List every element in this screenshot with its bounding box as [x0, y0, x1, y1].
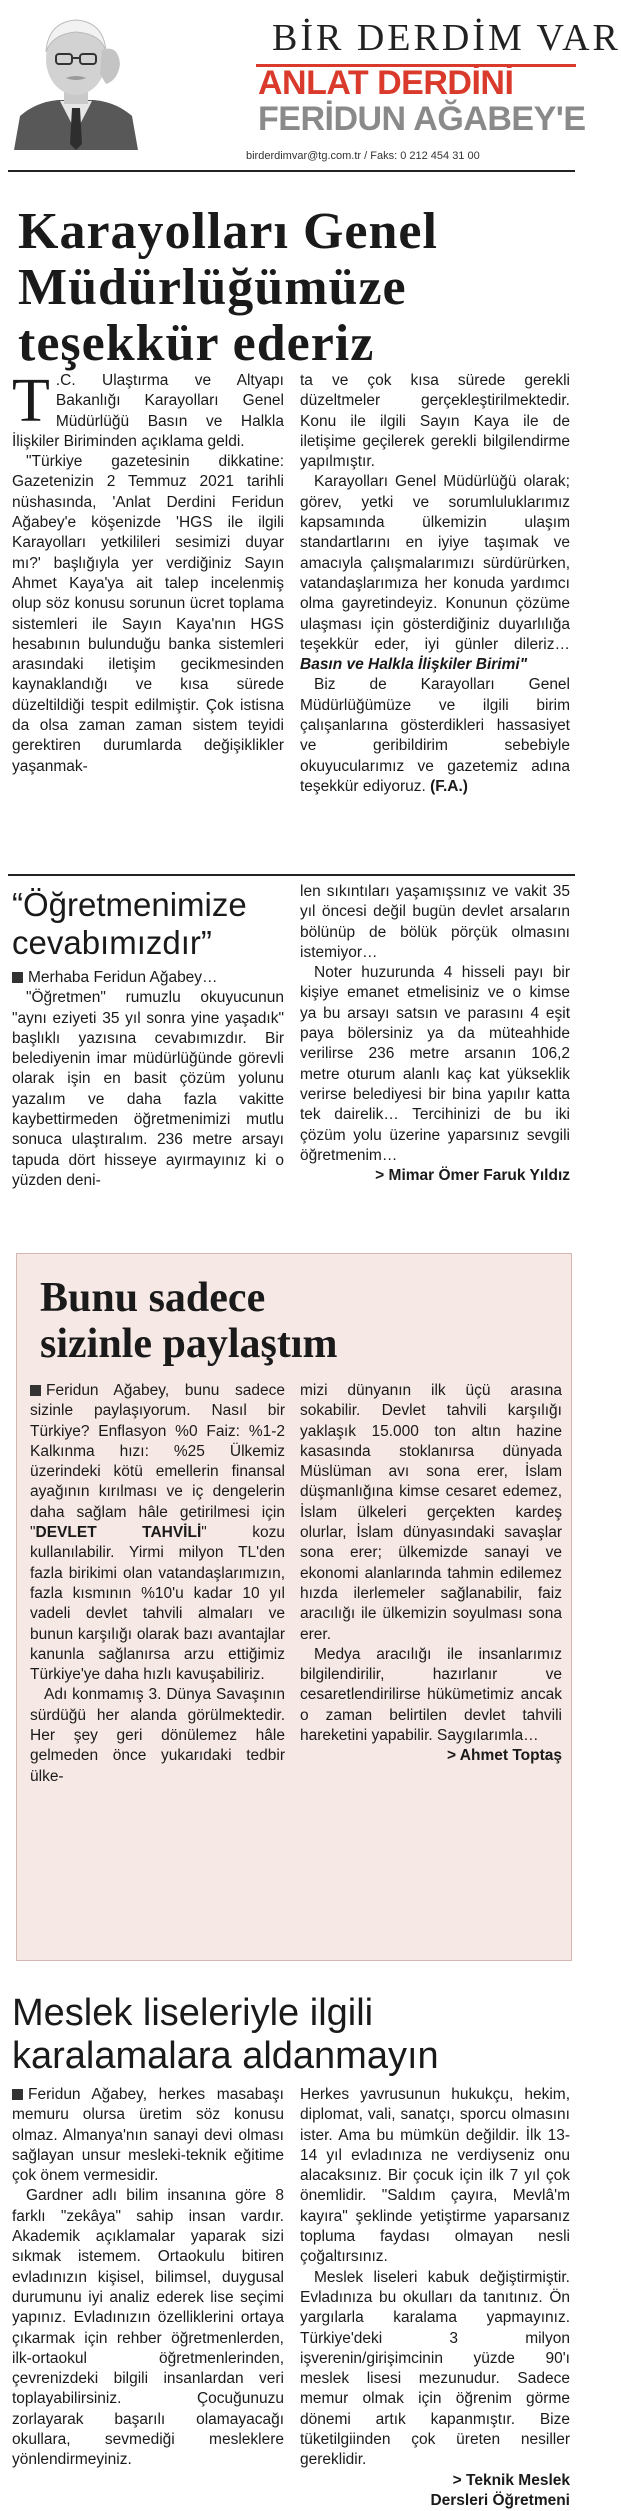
article1-column-1 — [12, 367, 284, 777]
paragraph: Adı konmamış 3. Dünya Savaşının sürdüğü her alanda görülmektedir. Her şey geri dönülemez hâle gelmeden önce yukarıdaki tedbir ülke- — [30, 1686, 285, 1785]
article4-column-2 — [300, 2085, 570, 2511]
article3-column-1 — [30, 1381, 285, 1787]
paragraph: len sıkıntıları yaşamışsınız ve vakit 35 yıl öncesi değil bugün devlet arsaların bölünüp de bölük pörçük olmasını istemiyor… — [300, 883, 570, 961]
divider — [8, 170, 575, 172]
paragraph: "Türkiye gazetesinin dikkatine: Gazetenizin 2 Temmuz 2021 tarihli nüshasında, 'Anlat Derdini Feridun Ağabey'e köşenizde 'HGS ile ilgili Karayolları yetkilileri sesimizi duyar mı?' başlığıyla yer verdiğiniz Sayın Ahmet Kaya'ya ait talep incelenmiş olup söz konusu sorunun ücret toplama sistemleri ile Sayın Kaya'nın HGS hesabının bulunduğu banka sistemleri arasındaki iletişim gecikmesinden kaynaklandığı ve kısa sürede düzeltildiği tespit edilmiştir. Çok istisna da olsa zaman zaman sistem teyidi gerektiren durumlarda değişiklikler yaşanmak- — [12, 453, 284, 775]
headline-line: “Öğretmenimize — [12, 886, 247, 923]
signature: Basın ve Halkla İlişkiler Birimi" — [300, 656, 528, 674]
article3-headline — [40, 1275, 460, 1367]
headline-line: karalamalara aldanmayın — [12, 2035, 439, 2077]
paragraph: Gardner adlı bilim insanına göre 8 farklı "zekâya" sahip insan vardır. Akademik açıklamalar yaparak sizi sıkmak istemem. Ortaokulu bitiren evladınızın kişisel, bilimsel, duygusal durumunu iyi analiz ederek lise seçimi yapınız. Evladınızın özelliklerini ortaya çıkarmak için rehber öğretmenlerden, ilk-ortaokul öğretmenlerinden, çevrenizdeki bilgili insanlardan veri toplayabilirsiniz. Çocuğunuzu zorlayarak başarılı olamayacağı okullara, sevmediği mesleklere yönlendirmeyiniz. — [12, 2187, 284, 2469]
paragraph: Noter huzurunda 4 hisseli payı bir kişiye emanet etmelisiniz ve o kimse ya bu arsayı satsın ve parasını 4 eşit paya bölersiniz ya da müteahhide verilirse 236 metre arsanın 106,2 metre oturum alanlı kaç kat yükseklik verirse belediyesi bir bina yapılır katta tek dairelik… Tercihinizi de bu iki çözüm yolu üzerine yaparsınız sevgili öğretmenim… — [300, 964, 570, 1164]
drop-cap: T — [12, 367, 50, 435]
signature-line-2: Dersleri Öğretmeni — [430, 2491, 570, 2509]
paragraph: Karayolları Genel Müdürlüğü olarak; görev, yetki ve sorumluluklarımız kapsamında ülkemizin ulaşım standartlarını en iyiye taşımak ve amacıyla çalışmalarımızı sürdürürken, vatandaşlarımıza her konuda yardımcı olma gayretindeyiz. Konunun çözüme ulaşması için gösterdiğiniz duyarlılığa teşekkür eder, iyi günler dileriz… — [300, 473, 570, 653]
bold-term: DEVLET TAHVİLİ — [35, 1524, 202, 1542]
column-subtitle-2: FERİDUN AĞABEY'E — [258, 100, 586, 138]
paragraph: "Öğretmen" rumuzlu okuyucunun "aynı eziyeti 35 yıl sonra yine yaşadık" başlıklı yazısına cevabımızdır. Bir belediyenin imar müdürlüğünde görevli olarak işin en basit çözüm yolunu yazalım ve daha fazla vakitte kaybettirmeden öğretmenimizi mutlu sonuca ulaştıralım. 236 metre arsayı tapuda dört hisseye ayırmayınız ki o yüzden deni- — [12, 989, 284, 1189]
paragraph: Biz de Karayolları Genel Müdürlüğümüze ve ilgili birim çalışanlarına gösterdikleri hassasiyet ve geribildirim sebebiyle okuyucularımız ve gazetemiz adına teşekkür ediyoruz. — [300, 676, 570, 795]
square-bullet-icon — [12, 2089, 23, 2100]
article1-column-2 — [300, 371, 570, 797]
paragraph: " kozu kullanılabilir. Yirmi milyon TL'den fazla birikimi olan vatandaşlarımızın, fazla kısmının %10'u kadar 10 yıl vadeli devlet tahvili almaları ve bunun karşılığı olarak bazı avantajlar kanunla sağlanırsa arzu ettiğimiz Türkiye'ye daha hızlı kavuşabiliriz. — [30, 1524, 285, 1684]
headline-line: Meslek liseleriyle ilgili — [12, 1992, 374, 2034]
signature-line-1: > Teknik Meslek — [452, 2471, 570, 2489]
paragraph: Meslek liseleri kabuk değiştirmiştir. Evladınıza bu okulları da tanıtınız. Ön yargılarla karalama yapmayınız. Türkiye'deki 3 milyon işverenin/girişimcinin yüzde 90'ı meslek lisesi mezunudur. Sadece memur olmak için öğrenim görme dönemi artık kapanmıştır. Bize tüketilgiinden çok üreten nesiller gereklidir. — [300, 2268, 570, 2469]
article1-headline — [18, 204, 563, 372]
article4-column-1 — [12, 2085, 284, 2471]
paragraph: Medya aracılığı ile insanlarımız bilgilendirilir, hazırlanır ve cesaretlendirilirse hükümetimiz ancak o zaman belirtilen devlet tahvili hareketini yapabilir. Saygılarımla… — [300, 1645, 562, 1745]
headline-line: Karayolları Genel — [18, 203, 438, 260]
signature: > Mimar Ömer Faruk Yıldız — [375, 1167, 570, 1185]
square-bullet-icon — [30, 1385, 41, 1396]
columnist-portrait — [6, 4, 146, 150]
divider — [8, 874, 575, 876]
headline-line: Müdürlüğümüze — [18, 259, 407, 316]
paragraph: Herkes yavrusunun hukukçu, hekim, diplomat, vali, sanatçı, sporcu olmasını ister. Ama bu mümkün değildir. İlk 13-14 yıl evladınıza ne verdiyseniz onu alacaksınız. Bir çocuk için ilk 7 yıl çok önemlidir. "Saldım çayıra, Mevlâ'm kayıra" şeklinde yetiştirme yaparsanız topluma faydası olmayan nesli çoğaltırsınız. — [300, 2086, 570, 2266]
paragraph: .C. Ulaştırma ve Altyapı Bakanlığı Karayolları Genel Müdürlüğü Basın ve Halkla İlişkiler Biriminden açıklama geldi. — [12, 372, 284, 450]
article3-column-2 — [300, 1381, 562, 1767]
article2-headline — [12, 886, 292, 962]
paragraph: ta ve çok kısa sürede gerekli düzeltmeler gerçekleştirilmektedir. Konu ile ilgili Sayın Kaya ile de iletişime geçilerek gerekli bilgilendirme yapılmıştır. — [300, 372, 570, 471]
article4-headline — [12, 1992, 572, 2078]
article2-column-2 — [300, 882, 570, 1186]
paragraph: Merhaba Feridun Ağabey… — [28, 969, 218, 986]
square-bullet-icon — [12, 972, 23, 983]
paragraph: mizi dünyanın ilk üçü arasına sokabilir. Devlet tahvili karşılığı yaklaşık 15.000 ton altın hazine kasasında stoklanırsa dünyada Müslüman avı sona erer, İslam düşmanlığına kimse cesaret edemez, İslam ülkeleri gerçekten kardeş olurlar, İslam dünyasındaki savaşlar sona erer; ülkemizde sanayi ve ekonomi alanlarında tahmin edilemez hızda ilerlemeler sağlanabilir, faiz aracılığı ile ülkemizin soyulması sona erer. — [300, 1382, 562, 1643]
article2-column-1 — [12, 968, 284, 1191]
headline-line: sizinle paylaştım — [40, 1321, 338, 1367]
headline-line: Bunu sadece — [40, 1275, 266, 1321]
headline-line: cevabımızdır” — [12, 924, 212, 961]
signature: (F.A.) — [430, 777, 468, 795]
paragraph: Feridun Ağabey, herkes masabaşı memuru olursa üretim söz konusu olmaz. Almanya'nın sanayi devi olması sağlayan unsur mesleki-teknik eğitime çok önem vermesidir. — [12, 2086, 284, 2185]
column-title: BİR DERDİM VAR — [272, 17, 621, 59]
headline-line: teşekkür ederiz — [18, 315, 375, 372]
column-subtitle-1: ANLAT DERDİNİ — [258, 64, 514, 102]
paragraph: Feridun Ağabey, bunu sadece sizinle paylaşıyorum. Nasıl bir Türkiye? Enflasyon %0 Faiz: %1-2 Kalkınma hızı: %25 Ülkemiz üzerindeki kötü emellerin finansal ayağının kırılması ve iç dengelerin daha sağlam hâle getirilmesi için " — [30, 1382, 285, 1542]
signature: > Ahmet Toptaş — [447, 1747, 562, 1765]
contact-line: birderdimvar@tg.com.tr / Faks: 0 212 454 31 00 — [246, 150, 480, 162]
column-header — [0, 0, 621, 168]
